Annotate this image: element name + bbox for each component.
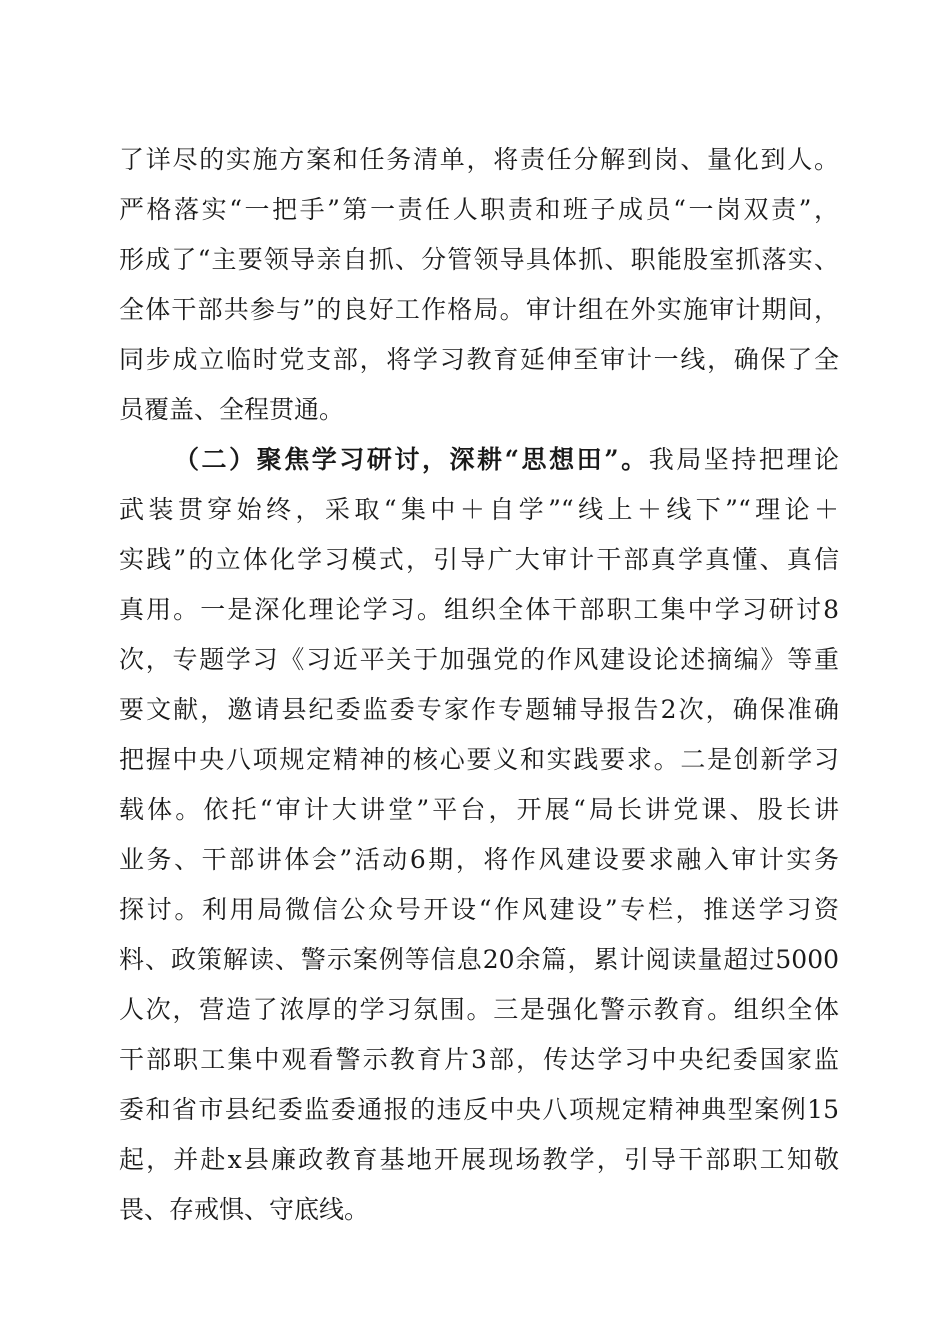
section-heading: （二）聚焦学习研讨，深耕“思想田”。: [174, 445, 649, 474]
paragraph-line: 料、政策解读、警示案例等信息20余篇，累计阅读量超过5000: [119, 945, 839, 974]
paragraph-line: 实践”的立体化学习模式，引导广大审计干部真学真懂、真信: [119, 545, 839, 574]
section-heading-line: [174, 444, 839, 476]
paragraph-line: 业务、干部讲体会”活动6期，将作风建设要求融入审计实务: [119, 845, 839, 874]
paragraph-line: 了详尽的实施方案和任务清单，将责任分解到岗、量化到人。: [119, 145, 839, 174]
paragraph-line: 畏、存戒惧、守底线。: [119, 1195, 370, 1224]
paragraph-line: 严格落实“一把手”第一责任人职责和班子成员“一岗双责”，: [119, 195, 839, 224]
paragraph-line: 起，并赴x县廉政教育基地开展现场教学，引导干部职工知敬: [119, 1145, 839, 1174]
paragraph-line: 真用。一是深化理论学习。组织全体干部职工集中学习研讨8: [119, 595, 839, 624]
paragraph-line: 人次，营造了浓厚的学习氛围。三是强化警示教育。组织全体: [119, 995, 839, 1024]
paragraph-line: 探讨。利用局微信公众号开设“作风建设”专栏，推送学习资: [119, 895, 839, 924]
paragraph-line: 载体。依托“审计大讲堂”平台，开展“局长讲党课、股长讲: [119, 795, 839, 824]
paragraph-line: 委和省市县纪委监委通报的违反中央八项规定精神典型案例15: [119, 1095, 839, 1124]
paragraph-line: 同步成立临时党支部，将学习教育延伸至审计一线，确保了全: [119, 345, 839, 374]
paragraph-line: 全体干部共参与”的良好工作格局。审计组在外实施审计期间，: [119, 295, 839, 324]
paragraph-line: 把握中央八项规定精神的核心要义和实践要求。二是创新学习: [119, 745, 839, 774]
section-lead-text: 我局坚持把理论: [648, 445, 839, 474]
paragraph-line: 形成了“主要领导亲自抓、分管领导具体抓、职能股室抓落实、: [119, 245, 839, 274]
paragraph-line: 干部职工集中观看警示教育片3部，传达学习中央纪委国家监: [119, 1045, 839, 1074]
paragraph-line: 次，专题学习《习近平关于加强党的作风建设论述摘编》等重: [119, 645, 839, 674]
paragraph-line: 要文献，邀请县纪委监委专家作专题辅导报告2次，确保准确: [119, 695, 839, 724]
paragraph-line: 武装贯穿始终，采取“集中＋自学”“线上＋线下”“理论＋: [119, 495, 839, 524]
paragraph-line: 员覆盖、全程贯通。: [119, 395, 345, 424]
